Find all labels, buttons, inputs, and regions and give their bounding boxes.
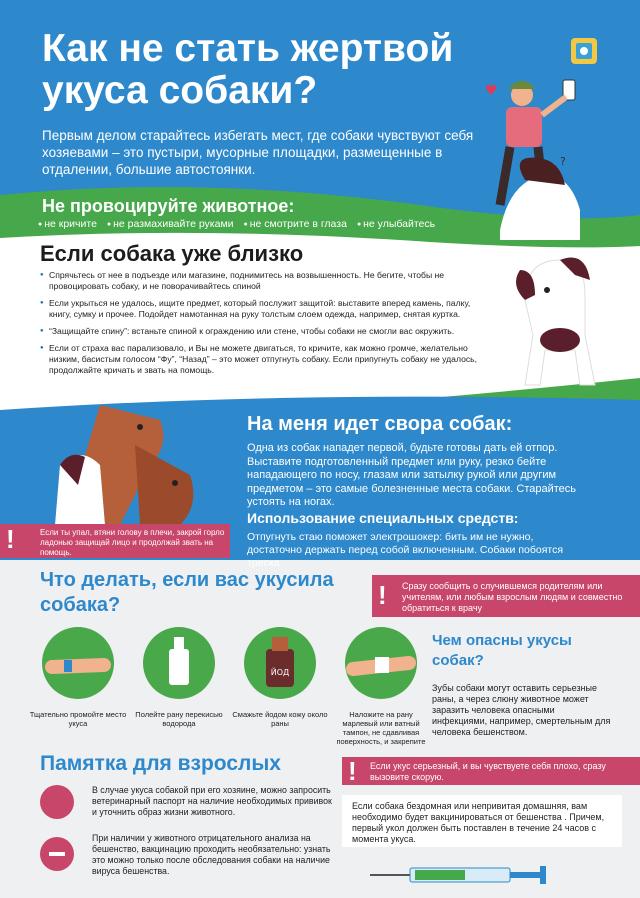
page-title: Как не стать жертвой укуса собаки? [42, 27, 454, 112]
step-iodine-image [244, 627, 316, 699]
no-provoke-item: ● не кричите [38, 218, 97, 230]
warning-icon: ! [6, 524, 15, 554]
pack-heading: На меня идет свора собак: [247, 413, 513, 435]
bitten-heading: Что делать, если вас укусила собака? [40, 569, 334, 616]
close-list [40, 270, 480, 382]
step-caption: Смажьте йодом кожу около раны [232, 710, 328, 728]
close-item: ● Если от страха вас парализовало, и Вы не можете двигаться, то кричите, как можно громче, желательно низким, басистым голосом “Фу”, “Назад” – это может отпугнуть собаку. Если припугнуть собаку не удалось, продолжайте кричать и звать на помощь. [40, 343, 480, 376]
negative-test-icon [40, 837, 74, 871]
dog-illustration-top [490, 150, 590, 240]
syringe-icon [370, 860, 560, 890]
step-peroxide-image [143, 627, 215, 699]
close-item: ● “Защищайте спину”: встаньте спиной к ограждению или стене, чтобы собаки не смогли вас окружить. [40, 326, 480, 337]
intro-text: Первым делом старайтесь избегать мест, где собаки чувствуют себя хозяевами – это пустыри, мусорные площадки, размещенные в отдалении, большие автостоянки. [42, 128, 474, 177]
no-provoke-heading: Не провоцируйте животное: [42, 196, 295, 216]
step-wash-image [42, 627, 114, 699]
close-item: ● Спрячьтесь от нее в подъезде или магазине, поднимитесь на возвышенность. Не бегите, чтобы не провоцировать собаку, и не поворачивайтесь спиной [40, 270, 480, 292]
memo-heading: Памятка для взрослых [40, 752, 281, 775]
warning-icon: ! [348, 756, 357, 786]
memo-item: В случае укуса собакой при его хозяине, можно запросить ветеринарный паспорт на наличие необходимых прививок и уточнить образ жизни животного. [92, 785, 332, 817]
fall-note-text: Если ты упал, втяни голову в плечи, закрой горло ладонью защищай лицо и продолжай звать на помощь. [40, 528, 225, 557]
memo-item: При наличии у животного отрицательного анализа на бешенство, вакцинацию проходить необязательно: узнать это можно только после обследования собаки на наличие вируса бешенства. [92, 833, 331, 876]
coat-of-arms-icon [567, 34, 601, 68]
pack-text: Одна из собак нападет первой, будьте готовы дать ей отпор. Выставите подготовленный предмет или руку, резко бейте нападающего по носу, глазам или затылку рукой или другим предметом – это самые болезненные места собаки. Старайтесь устоять на ногах. [247, 442, 577, 508]
special-text: Отпугнуть стаю поможет электрошокер: бить им не нужно, достаточно держать перед собой включенным. Собаки побоятся треска [247, 531, 564, 569]
fall-note [0, 524, 230, 558]
close-heading: Если собака уже близко [40, 241, 304, 266]
special-heading: Использование специальных средств: [247, 510, 519, 526]
step-bandage-image [345, 627, 417, 699]
no-provoke-item: ● не смотрите в глаза [244, 218, 347, 230]
serious-note-text: Если укус серьезный, и вы чувствуете себя плохо, сразу вызовите скорую. [370, 761, 606, 782]
svg-text:?: ? [560, 155, 566, 168]
no-provoke-list [38, 218, 435, 230]
step-caption: Наложите на рану марлевый или ватный тампон, не сдавливая поверхность, и закрепите [336, 710, 426, 746]
close-item: ● Если укрыться не удалось, ищите предмет, который послужит защитой: выставите вперед камень, палку, книгу, сумку и прочее. Подойдет намотанная на руку толстым слоем одежда, например, снятая куртка. [40, 298, 480, 320]
dog-illustration-standing [505, 240, 605, 390]
danger-heading: Чем опасны укусы собак? [432, 632, 572, 669]
bitten-note-text: Сразу сообщить о случившемся родителям или учителям, или любым взрослым людям и совместно обратиться к врачу [402, 581, 623, 613]
vet-passport-icon [40, 785, 74, 819]
iodine-label: ЙОД [270, 668, 290, 677]
dog-pack-illustration [40, 395, 220, 535]
bitten-note [372, 575, 640, 617]
svg-text:♥: ♥ [485, 83, 498, 99]
warning-icon: ! [378, 580, 387, 610]
step-caption: Полейте рану перекисью водорода [135, 710, 223, 728]
serious-note [342, 757, 640, 785]
stray-note: Если собака бездомная или непривитая домашняя, вам необходимо будет вакцинироваться от бешенства . Причем, первый укол должен быть поставлен в течение 24 часов с момента укуса. [342, 795, 622, 847]
danger-text: Зубы собаки могут оставить серьезные раны, а через слюну животное может заразить человека опасными инфекциями, например, смертельным для человека бешенством. [432, 683, 611, 737]
no-provoke-item: ● не размахивайте руками [107, 218, 234, 230]
no-provoke-item: ● не улыбайтесь [357, 218, 435, 230]
step-caption: Тщательно промойте место укуса [29, 710, 127, 728]
